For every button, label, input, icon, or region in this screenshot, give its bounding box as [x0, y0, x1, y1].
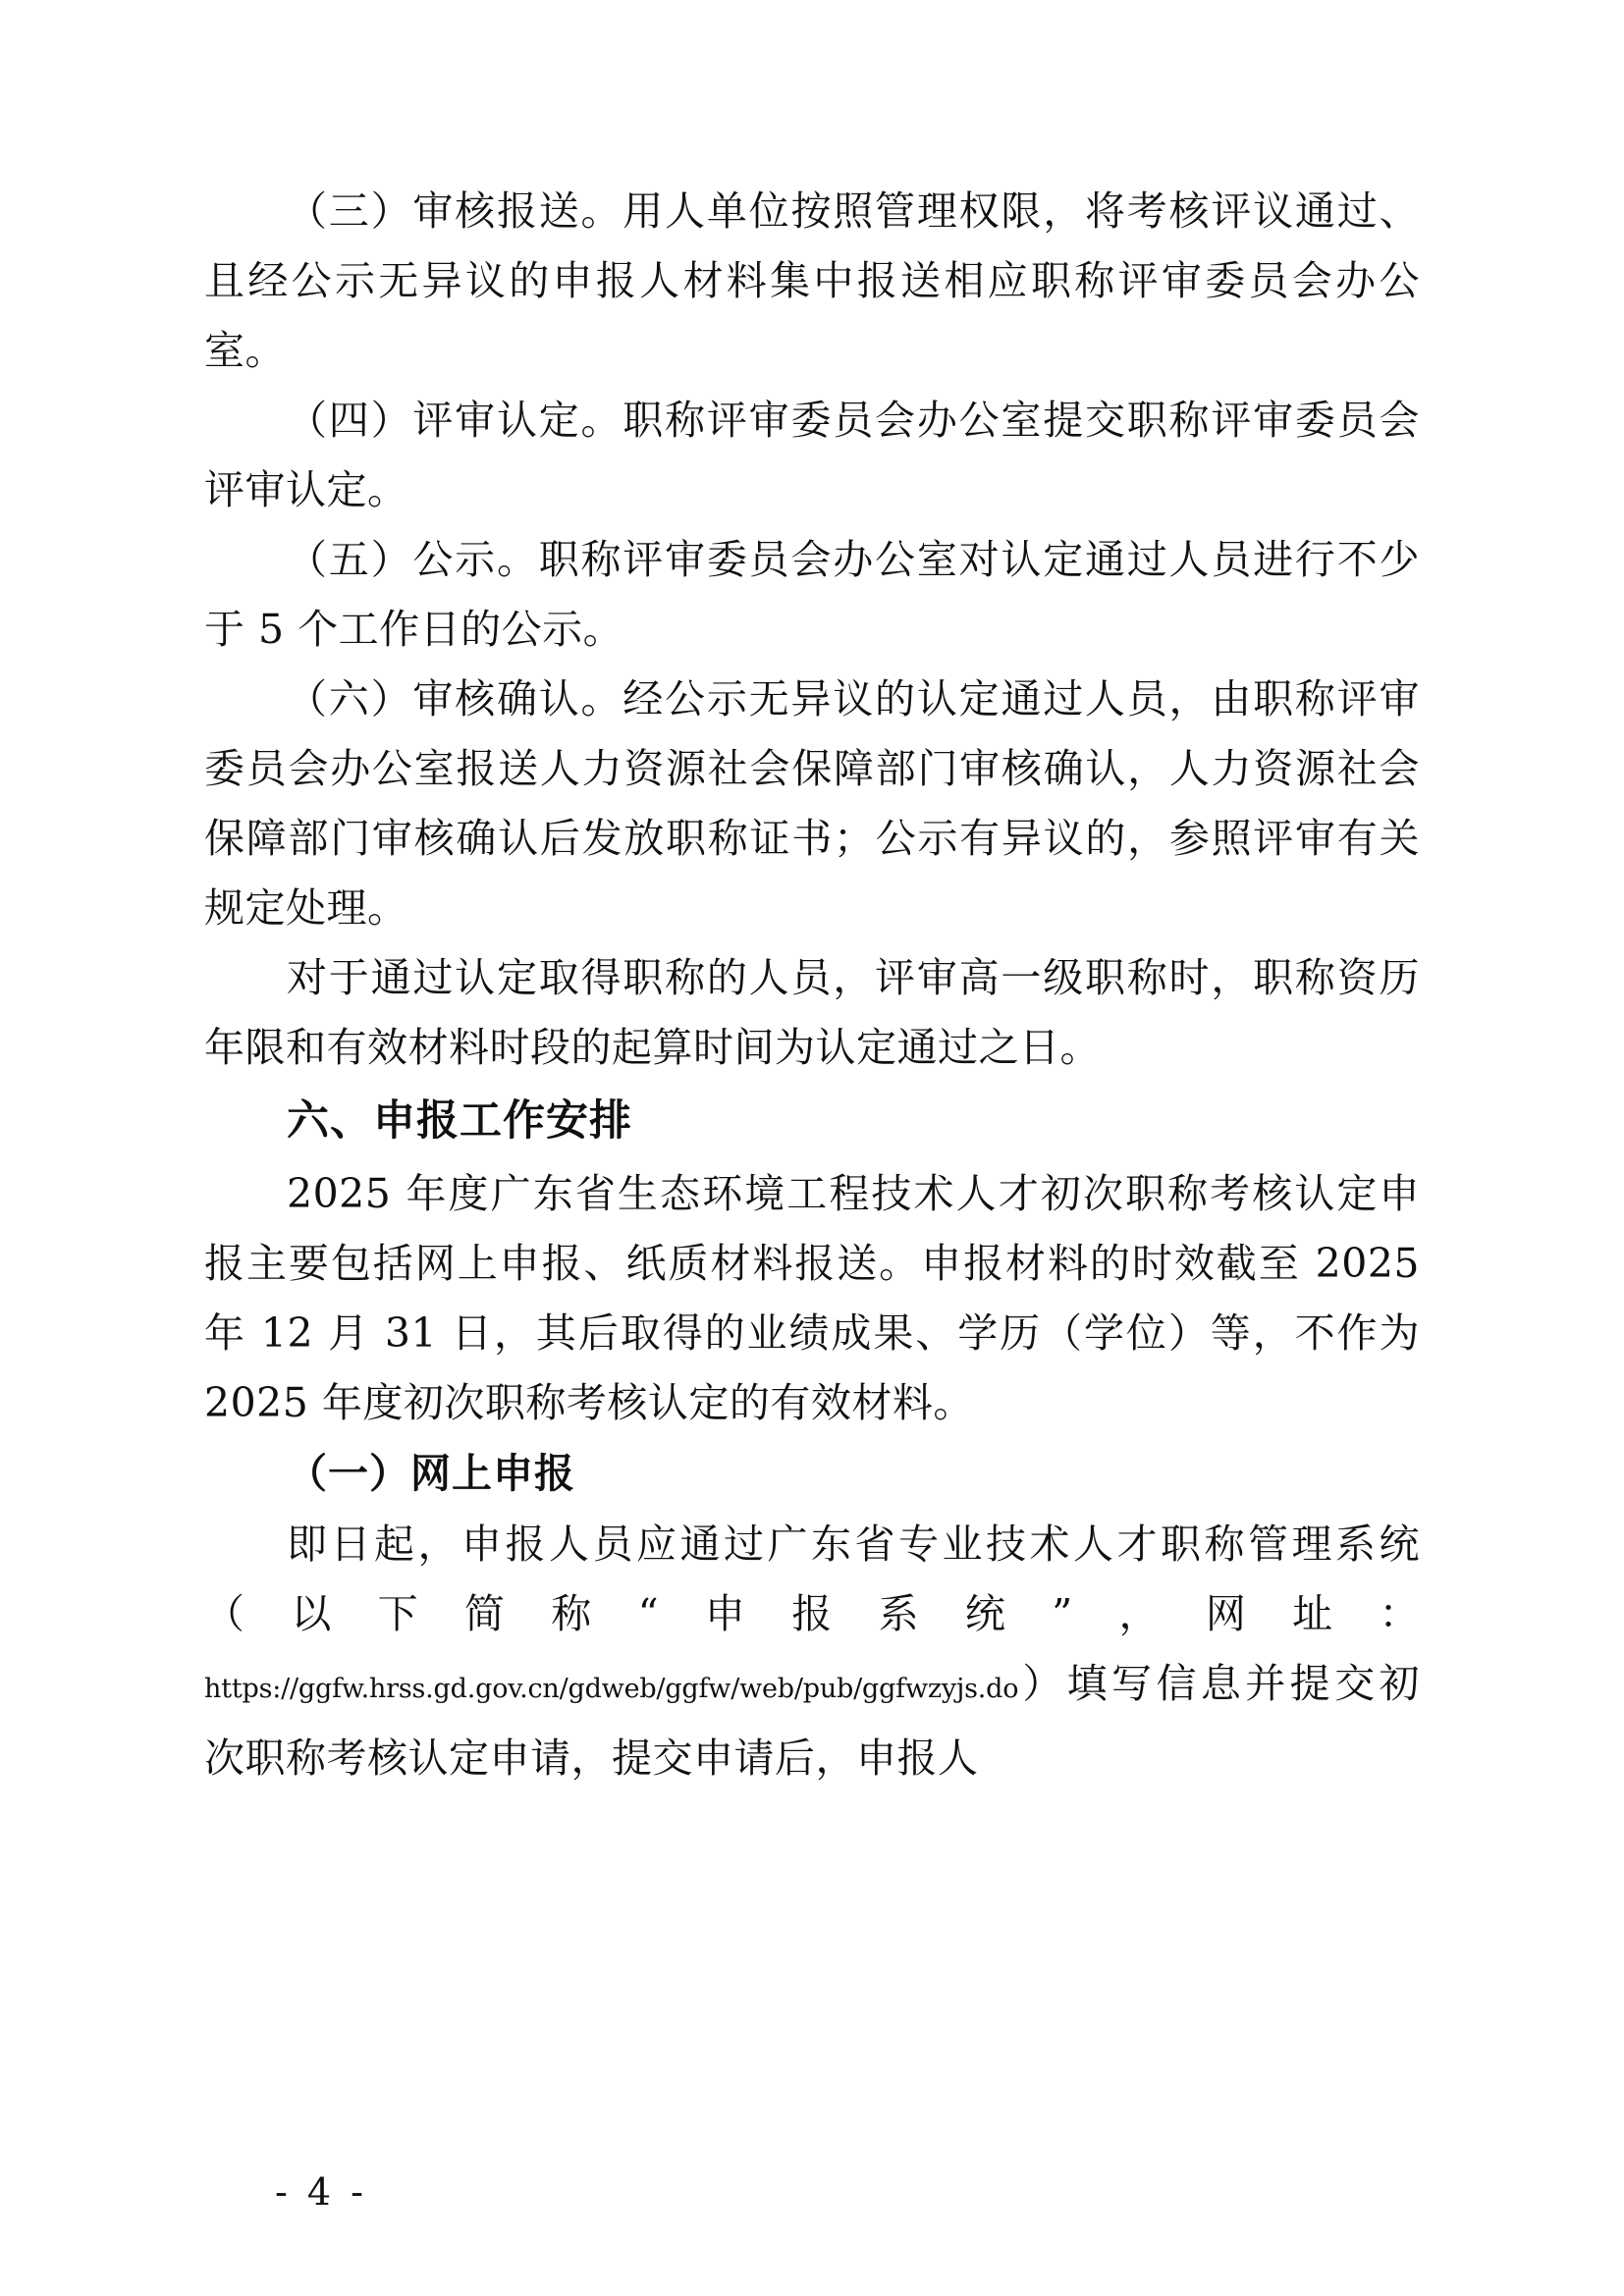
paragraph-online-application	[204, 1510, 1420, 1793]
paragraph-seniority-start-date: 对于通过认定取得职称的人员，评审高一级职称时，职称资历年限和有效材料时段的起算时间为认定通过之日。	[204, 954, 1420, 1071]
page-number: - 4 -	[274, 2170, 367, 2214]
paragraph-review-determination: （四）评审认定。职称评审委员会办公室提交职称评审委员会评审认定。	[204, 397, 1420, 513]
online-application-text-after-url: ）填写信息并提交初次职称考核认定申请，提交申请后，申报人	[204, 1660, 1420, 1782]
page-footer	[0, 2170, 1624, 2214]
document-body	[204, 177, 1420, 1793]
paragraph-publicity: （五）公示。职称评审委员会办公室对认定通过人员进行不少于 5 个工作日的公示。	[204, 536, 1420, 653]
paragraph-section-intro: 2025 年度广东省生态环境工程技术人才初次职称考核认定申报主要包括网上申报、纸质材料报送。申报材料的时效截至 2025 年 12 月 31 日，其后取得的业绩成果、学历（学位）等，不作为 2025 年度初次职称考核认定的有效材料。	[204, 1170, 1420, 1426]
section-heading-application-arrangements: 六、申报工作安排	[287, 1096, 632, 1146]
paragraph-review-submission: （三）审核报送。用人单位按照管理权限，将考核评议通过、且经公示无异议的申报人材料集中报送相应职称评审委员会办公室。	[204, 187, 1420, 374]
subheading-online-application: （一）网上申报	[287, 1450, 575, 1497]
application-system-url: https://ggfw.hrss.gd.gov.cn/gdweb/ggfw/web/pub/ggfwzyjs.do	[204, 1674, 1019, 1704]
paragraph-verification-confirmation: （六）审核确认。经公示无异议的认定通过人员，由职称评审委员会办公室报送人力资源社会保障部门审核确认，人力资源社会保障部门审核确认后发放职称证书；公示有异议的，参照评审有关规定处理。	[204, 675, 1420, 932]
online-application-text-before-url: 即日起，申报人员应通过广东省专业技术人才职称管理系统（以下简称“申报系统”，网址：	[204, 1521, 1420, 1637]
